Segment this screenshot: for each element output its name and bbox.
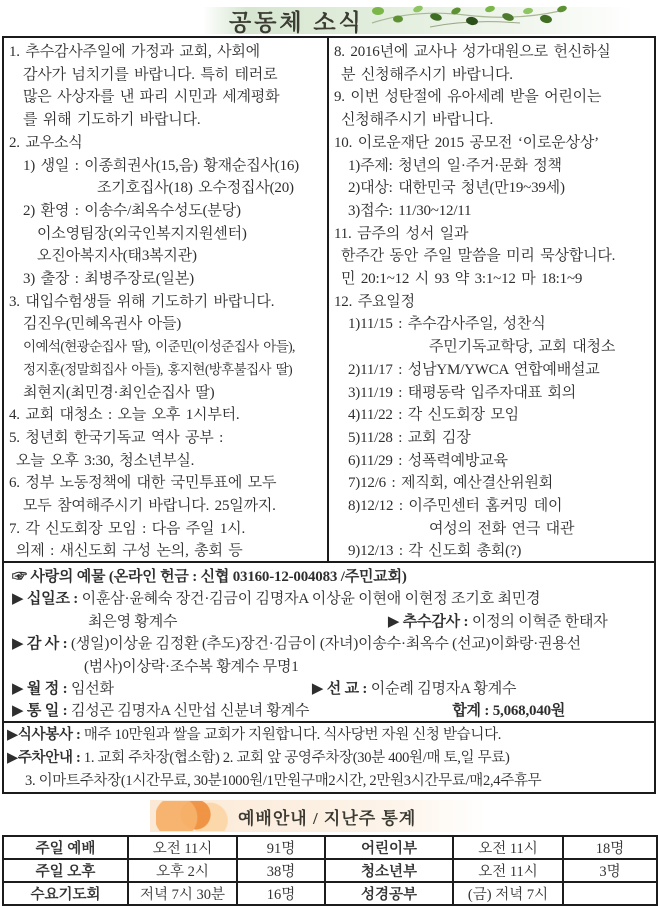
service-time-cell: 오전 11시: [128, 836, 237, 859]
notice-line: 주민기독교학당, 교회 대청소: [429, 339, 616, 356]
total-label: 합계 :: [452, 703, 490, 720]
notice-line: 의제 : 새신도회 구성 논의, 총회 등: [16, 543, 243, 560]
service-time-cell: 오전 11시: [453, 836, 563, 859]
notice-line: 1)주제: 청년의 일·주거·문화 정책: [348, 157, 562, 174]
offering-monthly-line: [8, 678, 650, 700]
service-time-cell: 저녁 7시 30분: [128, 882, 237, 905]
offering-header: ☞ 사랑의 예물 (온라인 헌금 : 신협 03160-12-004083 /주민교회): [12, 569, 407, 585]
notice-line: 2) 환영 : 이송수/최옥수성도(분당): [23, 202, 241, 219]
notice-line: 5. 청년회 한국기독교 역사 공부 :: [9, 429, 224, 446]
notice-line: 10. 이로운재단 2015 공모전 ‘이로운상상’: [334, 134, 599, 151]
attendance-cell: 38명: [237, 859, 325, 882]
notice-line: 이예석(현광순집사 딸), 이준민(이성준집사 아들),: [23, 339, 295, 355]
notice-line: 9)12/13 : 각 신도회 총회(?): [348, 543, 522, 560]
notice-line: 4. 교회 대청소 : 오늘 오후 1시부터.: [9, 407, 240, 424]
notice-line: 1)11/15 : 추수감사주일, 성찬식: [348, 316, 546, 333]
notice-line: 오늘 오후 3:30, 청소년부실.: [16, 452, 195, 469]
notice-line: 최현지(최민경·최인순집사 딸): [23, 384, 215, 401]
monthly-offering: [12, 678, 312, 700]
offering-gratitude-line: [8, 633, 650, 655]
parking-text: 1. 교회 주차장(협소함) 2. 교회 앞 공영주차장(30분 400원/매 토,일 무료): [83, 750, 510, 766]
gratitude-names: (생일)이상윤 김정환 (추도)장건·김금이 (자녀)이송수·최옥수 (선교)이화랑·권용선: [70, 636, 581, 653]
notice-line: 8)12/12 : 이주민센터 홈커밍 데이: [348, 498, 563, 515]
offering-tithe2-line: [8, 611, 650, 633]
notice-line: 1. 추수감사주일에 가정과 교회, 사회에: [9, 44, 260, 60]
unification-offering: [12, 700, 452, 722]
mission-names: 이순례 김명자A 황계수: [370, 681, 517, 698]
meal-service-line: [7, 724, 651, 747]
thanksgiving-label: ▶ 추수감사 :: [387, 613, 469, 630]
notice-line: 9. 이번 성탄절에 유아세례 받을 어린이는: [334, 89, 602, 106]
notice-line: 3)11/19 : 태평동락 입주자대표 회의: [348, 384, 577, 401]
attendance-cell: 91명: [237, 836, 325, 859]
thanksgiving-offering: [388, 611, 608, 633]
total-value: 5,068,040원: [492, 703, 566, 720]
left-column: [4, 38, 329, 561]
tithe-names: 이훈삼·윤혜숙 장건·김금이 김명자A 이상윤 이현애 이현정 조기호 최민경: [81, 591, 541, 608]
notice-line: 5)11/28 : 교회 김장: [348, 429, 471, 446]
notice-line: 많은 사상자를 낸 파리 시민과 세계평화: [23, 89, 280, 106]
notice-line: 6)11/29 : 성폭력예방교육: [348, 452, 508, 469]
service-time-cell: 오후 2시: [128, 859, 237, 882]
thanksgiving-names: 이정의 이혁준 한태자: [471, 613, 608, 630]
service-name-cell: 주일 예배: [3, 836, 128, 859]
notice-line: 여성의 전화 연극 대관: [429, 520, 575, 537]
header-row: [0, 0, 658, 36]
mission-label: ▶ 선 교 :: [311, 681, 368, 698]
notice-line: 김진우(민혜옥권사 아들): [23, 316, 182, 333]
unification-label: ▶ 통 일 :: [12, 703, 68, 720]
monthly-names: 임선화: [70, 681, 114, 698]
right-column: [329, 38, 654, 561]
notice-line: 오진아복지사(태3복지관): [37, 248, 197, 265]
notice-line: 를 위해 기도하기 바랍니다.: [23, 112, 201, 129]
notices-box: [2, 36, 656, 563]
service-time-cell: 오전 11시: [453, 859, 563, 882]
attendance-cell: 3명: [563, 859, 657, 882]
table-row: [3, 859, 657, 882]
orange-blob-icon: [156, 801, 228, 831]
offering-tithe-line: [8, 588, 650, 610]
notice-line: 이소영팀장(외국인복지지원센터): [37, 225, 247, 242]
mission-offering: [312, 678, 516, 700]
notice-line: 신청해주시기 바랍니다.: [341, 112, 494, 129]
attendance-cell: 16명: [237, 882, 325, 905]
notice-line: 6. 정부 노동정책에 대한 국민투표에 모두: [9, 475, 277, 492]
notice-line: 감사가 넘치기를 바랍니다. 특히 테러로: [23, 66, 278, 83]
notice-line: 2. 교우소식: [9, 134, 83, 151]
meal-service-label: ▶식사봉사 :: [7, 727, 81, 743]
tithe-names-2: 최은영 황계수: [88, 613, 178, 630]
notice-line: 12. 주요일정: [334, 293, 415, 310]
table-row: [3, 882, 657, 905]
unification-names: 김성곤 김명자A 신만섭 신분녀 황계수: [70, 703, 310, 720]
gratitude-label: ▶ 감 사 :: [12, 636, 68, 653]
notice-line: 4)11/22 : 각 신도회장 모임: [348, 407, 519, 424]
notice-line: 정지훈(정말희집사 아들), 홍지현(방후불집사 딸): [23, 361, 293, 377]
notice-line: 7)12/6 : 제직회, 예산결산위원회: [348, 475, 554, 492]
notice-line: 민 20:1~12 시 93 약 3:1~12 마 18:1~9: [341, 271, 583, 288]
table-row: [3, 836, 657, 859]
stats-table: [2, 835, 658, 906]
tithe-label: ▶ 십일조 :: [12, 591, 79, 608]
attendance-cell: 18명: [563, 836, 657, 859]
service-time-cell: (금) 저녁 7시: [453, 882, 563, 905]
notice-line: 한주간 동안 주일 말씀을 미리 묵상합니다.: [341, 248, 616, 265]
notice-line: 조기호집사(18) 오수정집사(20): [97, 180, 294, 197]
stats-title: 예배안내 / 지난주 통계: [238, 808, 417, 828]
notice-line: 3) 출장 : 최병주장로(일본): [23, 271, 194, 288]
offering-gratitude2-line: (범사)이상락·조수복 황계수 무명1: [84, 658, 299, 675]
notice-line: 분 신청해주시기 바랍니다.: [341, 66, 513, 83]
notice-line: 7. 각 신도회장 모임 : 다음 주일 1시.: [9, 520, 245, 537]
service-name-cell: 청소년부: [325, 859, 453, 882]
notice-line: 2)11/17 : 성남YM/YWCA 연합예배설교: [348, 361, 600, 378]
monthly-label: ▶ 월 정 :: [12, 681, 68, 698]
notice-line: 3)접수: 11/30~12/11: [348, 202, 472, 219]
service-name-cell: 수요기도회: [3, 882, 128, 905]
leaf-decoration-icon: [370, 1, 570, 36]
attendance-cell: [563, 882, 657, 905]
notice-line: 11. 금주의 성서 일과: [334, 225, 469, 242]
offering-unification-line: [8, 700, 650, 722]
service-name-cell: 성경공부: [325, 882, 453, 905]
service-name-cell: 어린이부: [325, 836, 453, 859]
notice-line: 3. 대입수험생들 위해 기도하기 바랍니다.: [9, 293, 275, 310]
offering-total: [452, 700, 565, 722]
stats-header: [150, 800, 486, 832]
title-band: [203, 7, 635, 34]
info-section: [2, 721, 656, 794]
page-title: 공동체 소식: [229, 10, 364, 35]
parking-line: [7, 747, 651, 770]
parking-label: ▶주차안내 :: [7, 750, 81, 766]
notice-line: 모두 참여해주시기 바랍니다. 25일까지.: [23, 498, 276, 515]
notice-line: 8. 2016년에 교사나 성가대원으로 헌신하실: [334, 44, 611, 60]
offering-section: [2, 561, 656, 723]
notice-line: 2)대상: 대한민국 청년(만19~39세): [348, 180, 565, 197]
meal-service-text: 매주 10만원과 쌀을 교회가 지원합니다. 식사당번 자원 신청 받습니다.: [83, 727, 502, 743]
parking-line-2: 3. 이마트주차장(1시간무료, 30분1000원/1만원구매2시간, 2만원3시간무료/매2,4주휴무: [25, 773, 542, 789]
notice-line: 1) 생일 : 이종희권사(15,음) 황재순집사(16): [23, 157, 299, 174]
service-name-cell: 주일 오후: [3, 859, 128, 882]
